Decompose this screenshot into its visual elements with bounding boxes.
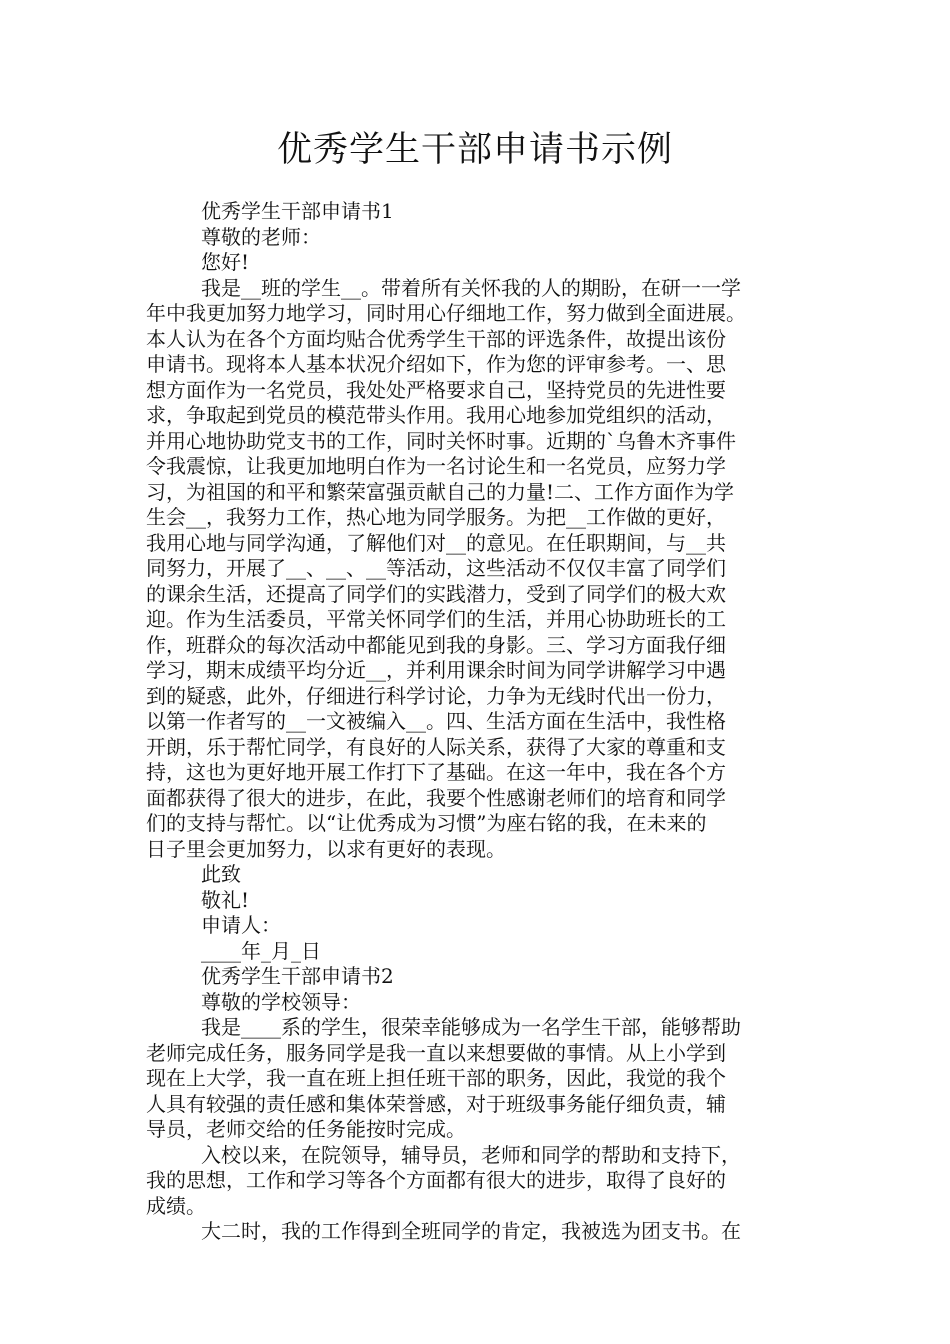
text-line: 迎。作为生活委员，平常关怀同学们的生活，并用心协助班长的工 xyxy=(146,607,726,631)
text-line: 同努力，开展了__、__、__等活动，这些活动不仅仅丰富了同学们 xyxy=(146,556,726,580)
text-line: 优秀学生干部申请书2 xyxy=(201,964,394,988)
text-line: 生会__，我努力工作，热心地为同学服务。为把__工作做的更好， xyxy=(146,505,726,529)
text-line: 敬礼! xyxy=(201,887,250,912)
text-line: 现在上大学，我一直在班上担任班干部的职务，因此，我觉的我个 xyxy=(146,1066,726,1090)
text-line: 导员，老师交给的任务能按时完成。 xyxy=(146,1117,466,1141)
text-line: 以第一作者写的__一文被编入__。四、生活方面在生活中，我性格 xyxy=(146,709,726,733)
text-line: ____年_月_日 xyxy=(201,938,321,963)
text-line: 求，争取起到党员的模范带头作用。我用心地参加党组织的活动， xyxy=(146,403,726,427)
text-line: 大二时，我的工作得到全班同学的肯定，我被选为团支书。在 xyxy=(201,1219,741,1243)
text-line: 此致 xyxy=(201,862,241,886)
text-line: 优秀学生干部申请书1 xyxy=(201,199,394,223)
text-line: 我是__班的学生__。带着所有关怀我的人的期盼，在研一一学 xyxy=(201,275,741,300)
text-line: 本人认为在各个方面均贴合优秀学生干部的评选条件，故提出该份 xyxy=(146,326,726,351)
text-line: 面都获得了很大的进步，在此，我要个性感谢老师们的培育和同学 xyxy=(146,785,726,810)
text-line: 令我震惊，让我更加地明白作为一名讨论生和一名党员，应努力学 xyxy=(146,454,726,478)
text-line: 并用心地协助党支书的工作，同时关怀时事。近期的`乌鲁木齐事件 xyxy=(146,428,736,453)
text-line: 日子里会更加努力，以求有更好的表现。 xyxy=(146,836,506,861)
text-line: 您好! xyxy=(201,250,250,274)
text-line: 申请人： xyxy=(201,913,281,937)
text-line: 年中我更加努力地学习，同时用心仔细地工作，努力做到全面进展。 xyxy=(146,301,746,325)
text-line: 入校以来，在院领导，辅导员，老师和同学的帮助和支持下， xyxy=(201,1142,741,1167)
text-line: 我是____系的学生，很荣幸能够成为一名学生干部，能够帮助 xyxy=(201,1015,741,1039)
text-line: 到的疑惑，此外，仔细进行科学讨论，力争为无线时代出一份力， xyxy=(146,683,726,708)
text-line: 开朗，乐于帮忙同学，有良好的人际关系，获得了大家的尊重和支 xyxy=(146,734,726,759)
text-line: 成绩。 xyxy=(146,1193,206,1218)
text-line: 老师完成任务，服务同学是我一直以来想要做的事情。从上小学到 xyxy=(146,1040,726,1065)
document-body xyxy=(146,199,810,1245)
text-line: 持，这也为更好地开展工作打下了基础。在这一年中，我在各个方 xyxy=(146,760,726,784)
text-line: 学习，期末成绩平均分近__，并利用课余时间为同学讲解学习中遇 xyxy=(146,658,726,682)
text-line: 我用心地与同学沟通，了解他们对__的意见。在任职期间，与__共 xyxy=(146,530,726,555)
text-line: 尊敬的学校领导： xyxy=(201,989,361,1014)
text-line: 尊敬的老师： xyxy=(201,224,321,249)
text-line: 申请书。现将本人基本状况介绍如下，作为您的评审参考。一、思 xyxy=(146,352,726,376)
text-line: 人具有较强的责任感和集体荣誉感，对于班级事务能仔细负责，辅 xyxy=(146,1091,726,1116)
text-line: 习，为祖国的和平和繁荣富强贡献自己的力量!二、工作方面作为学 xyxy=(146,479,735,504)
document-title: 优秀学生干部申请书示例 xyxy=(276,130,673,170)
text-line: 作，班群众的每次活动中都能见到我的身影。三、学习方面我仔细 xyxy=(146,632,726,657)
text-line: 想方面作为一名党员，我处处严格要求自己，坚持党员的先进性要 xyxy=(146,377,726,402)
text-line: 们的支持与帮忙。以“让优秀成为习惯”为座右铭的我，在未来的 xyxy=(146,811,707,835)
text-line: 的课余生活，还提高了同学们的实践潜力，受到了同学们的极大欢 xyxy=(146,581,726,606)
text-line: 我的思想，工作和学习等各个方面都有很大的进步，取得了良好的 xyxy=(146,1168,726,1192)
